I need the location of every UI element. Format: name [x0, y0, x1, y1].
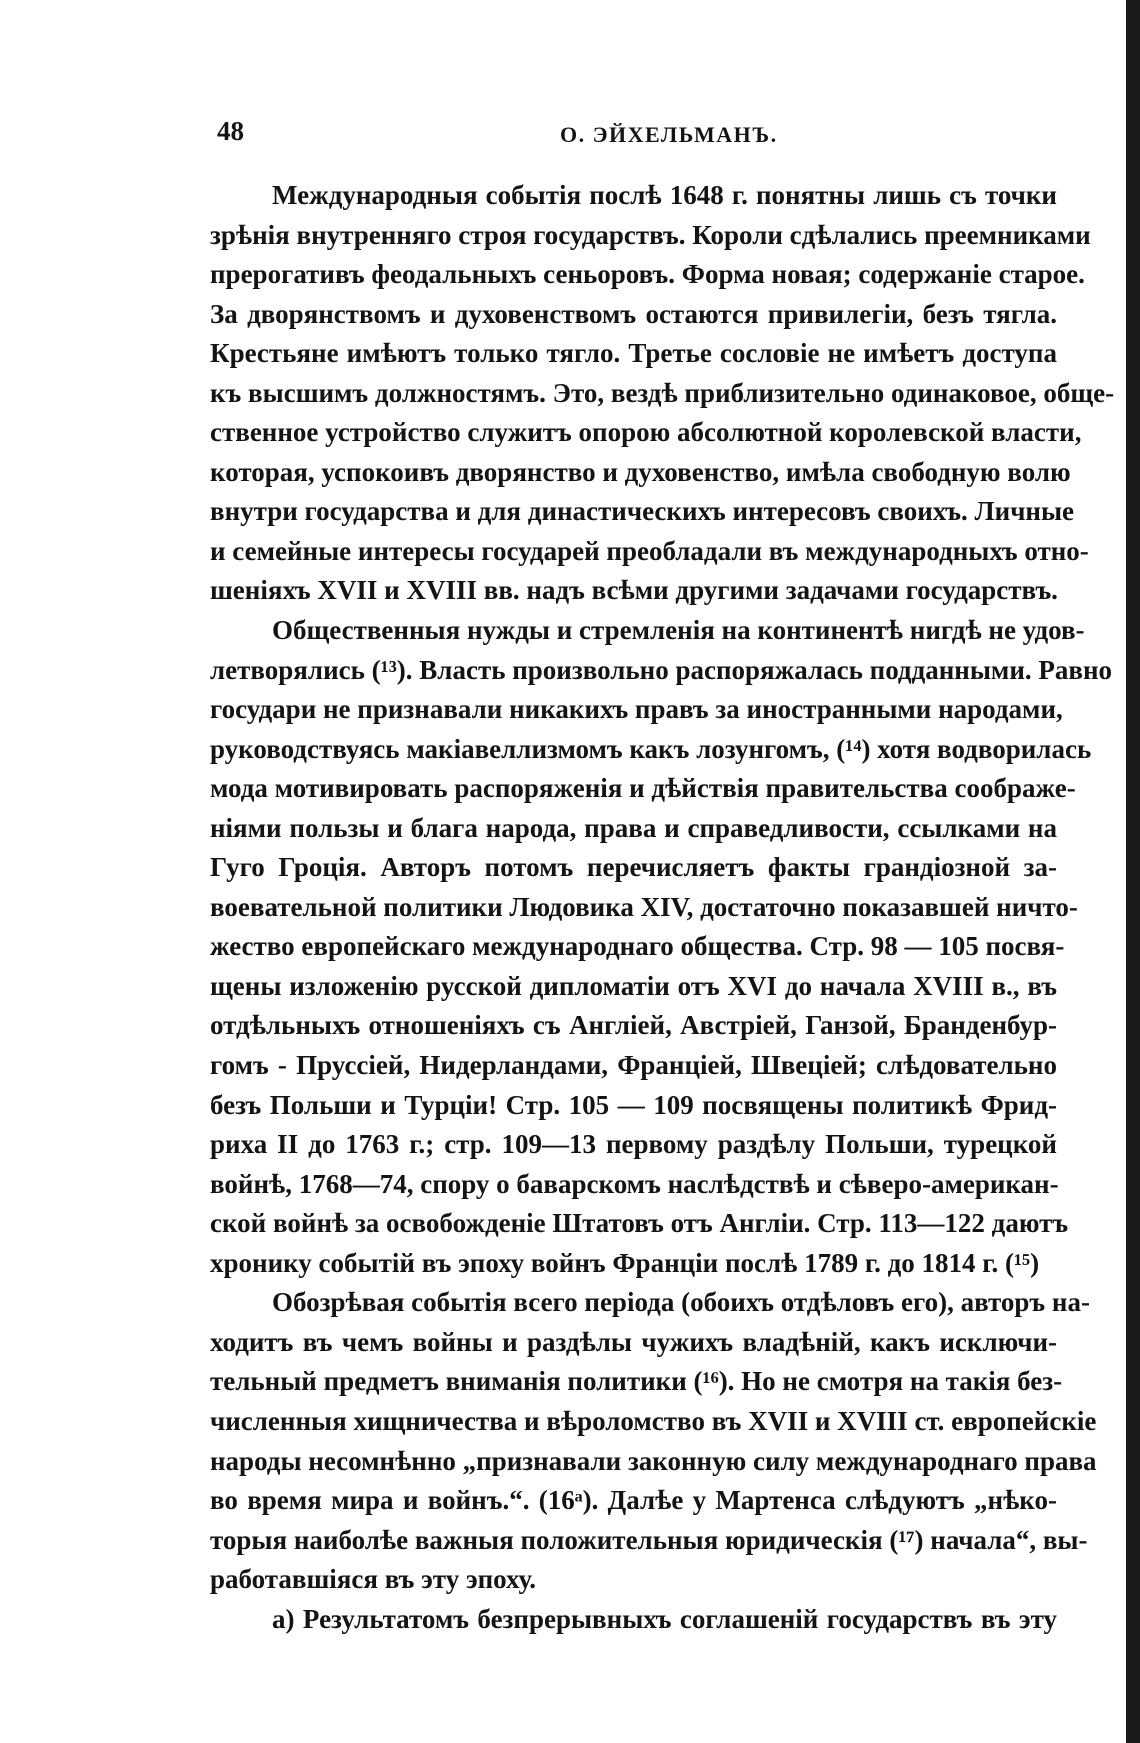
text-line: народы несомнѣнно „признавали законную силу международнаго права [210, 1445, 1097, 1476]
text-line: шеніяхъ XVII и XVIII вв. надъ всѣми другими задачами государствъ. [210, 575, 1058, 606]
text-line: тельный предметъ вниманія политики (¹⁶). Но не смотря на такія без- [210, 1366, 1063, 1397]
text-line: гомъ - Пруссіей, Нидерландами, Франціей, Швеціей; слѣдовательно [210, 1050, 1057, 1081]
text-line: къ высшимъ должностямъ. Это, вездѣ приблизительно одинаковое, обще- [210, 377, 1115, 408]
text-line: За дворянствомъ и духовенствомъ остаются привилегіи, безъ тягла. [210, 298, 1057, 329]
text-line: Обозрѣвая событія всего періода (обоихъ отдѣловъ его), авторъ на- [272, 1287, 1090, 1318]
page-number: 48 [217, 116, 244, 146]
text-line: численныя хищничества и вѣроломство въ XVII и XVIII ст. европейскіе [210, 1405, 1097, 1436]
text-line: которая, успокоивъ дворянство и духовенство, имѣла свободную волю [210, 456, 1071, 487]
text-line: внутри государства и для династическихъ интересовъ своихъ. Личные [210, 496, 1075, 527]
text-line: во время мира и войнъ.“. (16ᵃ). Далѣе у Мартенса слѣдуютъ „нѣко- [210, 1485, 1057, 1516]
text-line: хронику событій въ эпоху войнъ Франціи послѣ 1789 г. до 1814 г. (¹⁵) [210, 1247, 1040, 1278]
text-line: жество европейскаго международнаго общества. Стр. 98 — 105 посвя- [210, 931, 1065, 962]
text-line: щены изложенію русской дипломатіи отъ XVI до начала XVIII в., въ [210, 970, 1057, 1001]
text-line: отдѣльныхъ отношеніяхъ съ Англіей, Австріей, Ганзой, Бранденбур- [210, 1010, 1057, 1041]
text-line: ственное устройство служитъ опорою абсолютной королевской власти, [210, 417, 1082, 448]
text-line: войнѣ, 1768—74, спору о баварскомъ наслѣдствѣ и сѣверо-американ- [210, 1168, 1059, 1199]
text-line: ской войнѣ за освобожденіе Штатовъ отъ Англіи. Стр. 113—122 даютъ [210, 1208, 1069, 1239]
body-text [210, 176, 1115, 1639]
text-line: государи не признавали никакихъ правъ за иностранными народами, [210, 694, 1063, 725]
text-line: Общественныя нужды и стремленія на континентѣ нигдѣ не удов- [272, 615, 1085, 646]
text-line: мода мотивировать распоряженія и дѣйствія правительства соображе- [210, 773, 1076, 804]
text-line: торыя наиболѣе важныя положительныя юридическія (¹⁷) начала“, вы- [210, 1524, 1088, 1555]
text-line: воевательной политики Людовика XIV, достаточно показавшей ничто- [210, 891, 1078, 922]
text-line: риха II до 1763 г.; стр. 109—13 первому раздѣлу Польши, турецкой [210, 1129, 1057, 1160]
page-edge-shadow [1126, 0, 1140, 1743]
text-line: летворялись (¹³). Власть произвольно распоряжалась подданными. Равно [210, 654, 1113, 685]
text-line: a) Результатомъ безпрерывныхъ соглашеній государствъ въ эту [272, 1603, 1057, 1634]
text-line: Гуго Гроція. Авторъ потомъ перечисляетъ факты грандіозной за- [210, 852, 1057, 883]
text-line: руководствуясь макіавеллизмомъ какъ лозунгомъ, (¹⁴) хотя водворилась [210, 733, 1092, 764]
text-line: безъ Польши и Турціи! Стр. 105 — 109 посвящены политикѣ Фрид- [210, 1089, 1057, 1120]
running-head: О. ЭЙХЕЛЬМАНЪ. [560, 122, 778, 147]
text-line: Крестьяне имѣютъ только тягло. Третье сословіе не имѣетъ доступа [210, 338, 1057, 369]
text-line: и семейные интересы государей преобладали въ международныхъ отно- [210, 535, 1089, 566]
text-line: прерогативъ феодальныхъ сеньоровъ. Форма новая; содержаніе старое. [210, 259, 1085, 290]
text-line: Международныя событія послѣ 1648 г. понятны лишь съ точки [272, 180, 1057, 210]
text-line: зрѣнія внутренняго строя государствъ. Короли сдѣлались преемниками [210, 219, 1091, 250]
text-line: ніями пользы и блага народа, права и справедливости, ссылками на [210, 812, 1057, 843]
text-line: ходитъ въ чемъ войны и раздѣлы чужихъ владѣній, какъ исключи- [210, 1326, 1057, 1357]
text-line: работавшіяся въ эту эпоху. [210, 1564, 537, 1595]
